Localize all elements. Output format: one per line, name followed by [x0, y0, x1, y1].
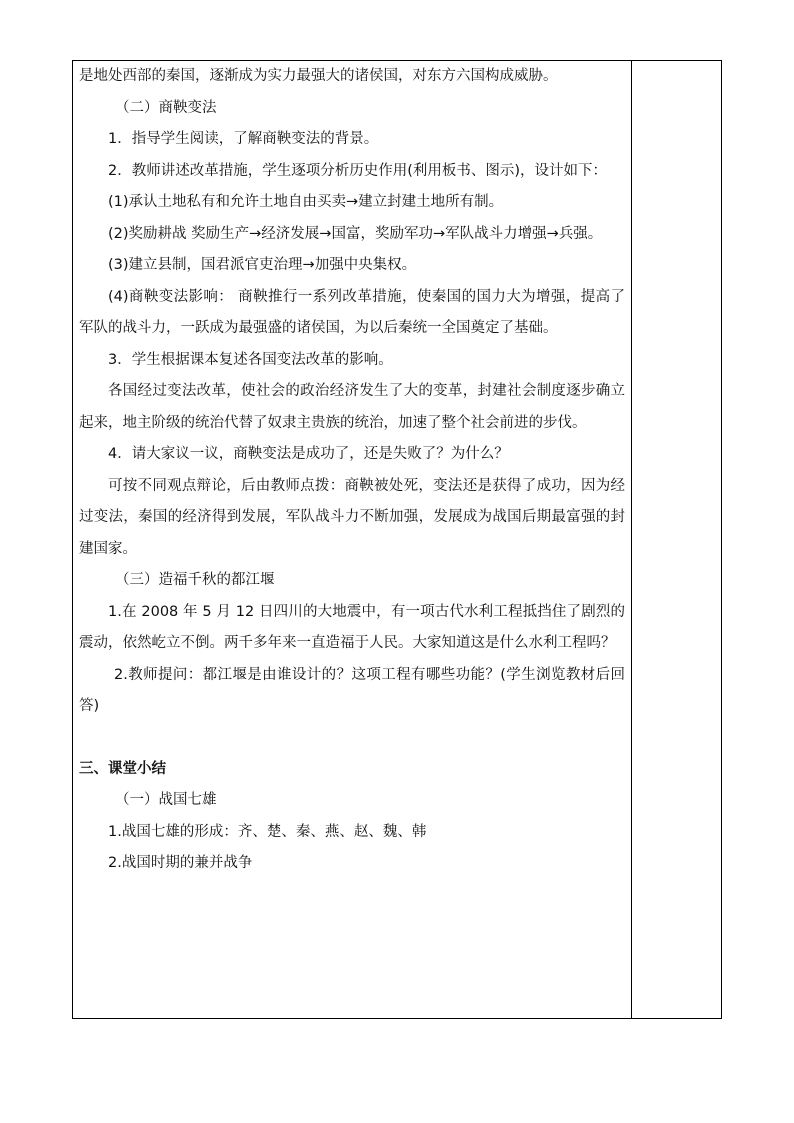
paragraph-teacher-measures: 2．教师讲述改革措施，学生逐项分析历史作用(利用板书、图示)，设计如下：: [108, 162, 608, 179]
paragraph-seven-states-formation: 1.战国七雄的形成：齐、楚、秦、燕、赵、魏、韩: [108, 823, 427, 840]
paragraph-debate-guidance: 可按不同观点辩论，后由教师点拨：商鞅被处死，变法还是获得了成功，因为经过变法，秦国的经济得到发展，军队战斗力不断加强，发展成为战国后期最富强的封建国家。: [79, 477, 625, 557]
heading-dujiangyan: （三）造福千秋的都江堰: [115, 572, 275, 588]
paragraph-reform-impact: (4)商鞅变法影响： 商鞅推行一系列改革措施，使秦国的国力大为增强，提高了军队的战斗力，一跃成为最强盛的诸侯国，为以后秦统一全国奠定了基础。: [79, 288, 625, 336]
paragraph-students-retell: 3．学生根据课本复述各国变法改革的影响。: [108, 351, 393, 368]
paragraph-discussion-question: 4．请大家议一议，商鞅变法是成功了，还是失败了？为什么？: [108, 446, 509, 462]
heading-shangyang-reform: （二）商鞅变法: [115, 99, 217, 116]
notes-cell: [632, 61, 721, 1018]
paragraph-earthquake-question: 1.在 2008 年 5 月 12 日四川的大地震中，有一项古代水利工程抵挡住了剧烈的震动，依然屹立不倒。两千多年来一直造福于人民。大家知道这是什么水利工程吗？: [79, 603, 625, 651]
heading-seven-warring-states: （一）战国七雄: [115, 792, 217, 808]
paragraph-reform-effects: 各国经过变法改革，使社会的政治经济发生了大的变革，封建社会制度逐步确立起来，地主阶级的统治代替了奴隶主贵族的统治，加速了整个社会前进的步伐。: [79, 383, 625, 431]
paragraph-reward-farming-war: (2)奖励耕战 奖励生产→经济发展→国富，奖励军功→军队战斗力增强→兵强。: [108, 225, 603, 242]
lesson-plan-table: [72, 60, 722, 1019]
lesson-content-cell: [73, 61, 631, 1018]
paragraph-county-system: (3)建立县制，国君派官吏治理→加强中央集权。: [108, 257, 417, 273]
heading-class-summary: 三、课堂小结: [79, 760, 166, 777]
paragraph-reading-background: 1．指导学生阅读，了解商鞅变法的背景。: [108, 131, 379, 147]
paragraph-teacher-question: 2.教师提问：都江堰是由谁设计的？这项工程有哪些功能？(学生浏览教材后回答): [79, 666, 625, 714]
paragraph-qin-threat: 是地处西部的秦国，逐渐成为实力最强大的诸侯国，对东方六国构成威胁。: [79, 68, 558, 84]
blank-line: [79, 723, 625, 754]
paragraph-land-ownership: (1)承认土地私有和允许土地自由买卖→建立封建土地所有制。: [108, 194, 504, 210]
paragraph-annexation-wars: 2.战国时期的兼并战争: [108, 855, 253, 871]
